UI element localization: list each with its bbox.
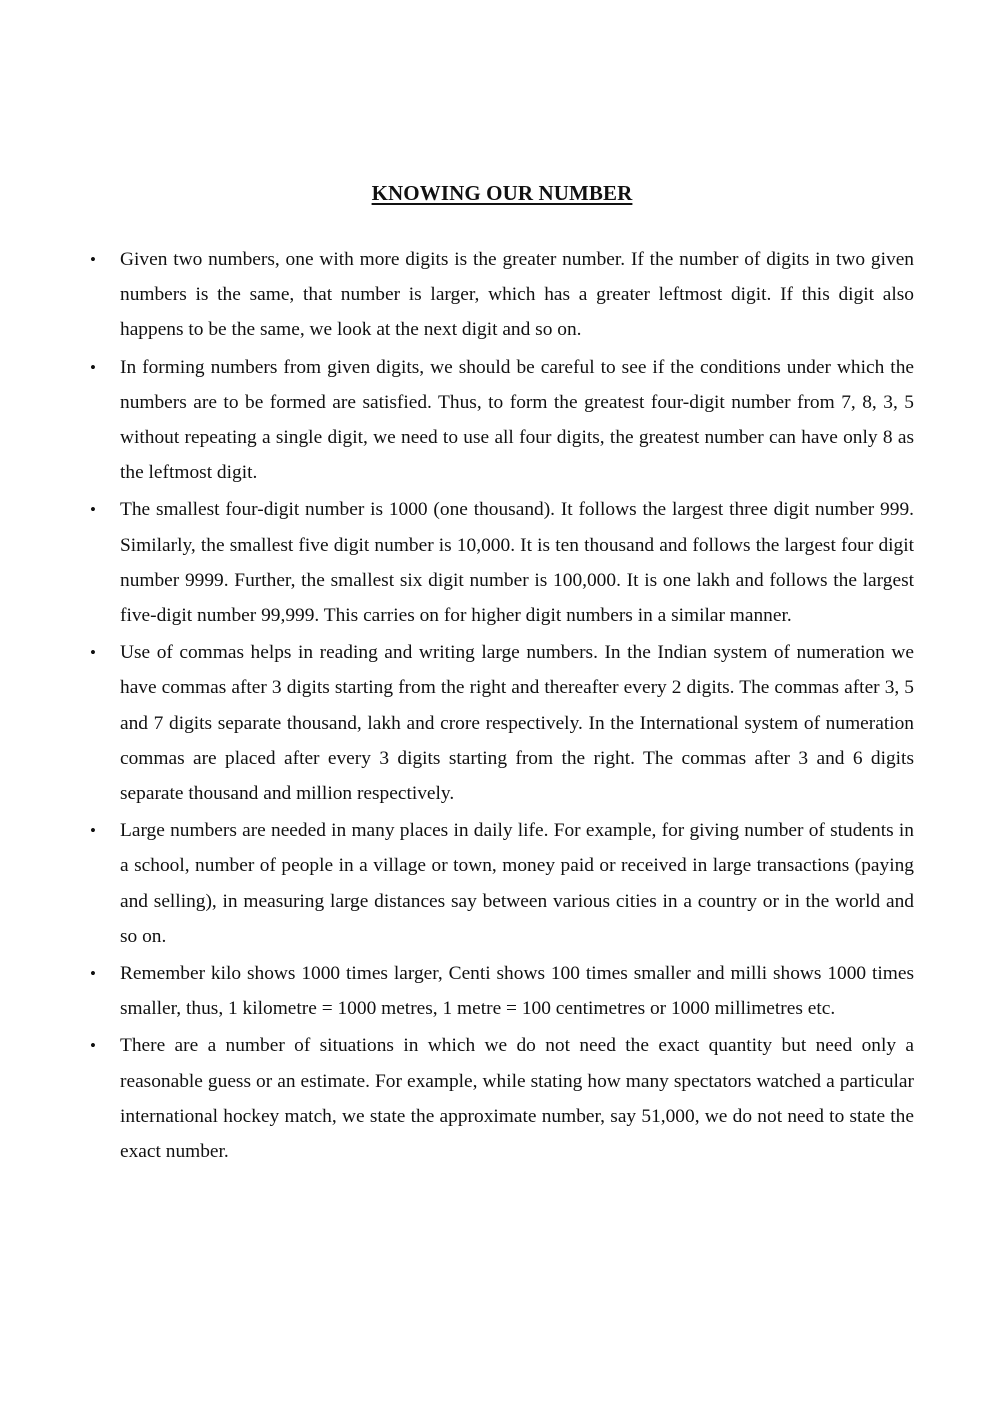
list-item [86, 1028, 914, 1169]
bullet-icon: • [90, 357, 96, 377]
list-item-text: There are a number of situations in which we do not need the exact quantity but need only a reasonable guess or an estimate. For example, while stating how many spectators watched a particular international hockey match, we state the approximate number, say 51,000, we do not need to state the exact number. [120, 1035, 914, 1163]
page-title: KNOWING OUR NUMBER [371, 181, 633, 205]
list-item-text: Large numbers are needed in many places in daily life. For example, for giving number of students in a school, number of people in a village or town, money paid or received in large transactions (paying and selling), in measuring large distances say between various cities in a country or in the world and so on. [120, 820, 914, 947]
list-item [86, 956, 914, 1026]
bullet-icon: • [90, 964, 96, 984]
bullet-list [86, 242, 914, 1171]
bullet-icon: • [90, 250, 96, 269]
bullet-icon: • [90, 500, 96, 520]
bullet-icon: • [90, 643, 96, 663]
bullet-icon: • [90, 1036, 96, 1056]
list-item-text: Use of commas helps in reading and writing large numbers. In the Indian system of numeration we have commas after 3 digits starting from the right and thereafter every 2 digits. The commas after 3, 5 and 7 digits separate thousand, lakh and crore respectively. In the International system of numeration commas are placed after every 3 digits starting from the right. The commas after 3 and 6 digits separate thousand and million respectively. [120, 642, 914, 805]
list-item-text: Given two numbers, one with more digits is the greater number. If the number of digits in two given numbers is the same, that number is larger, which has a greater leftmost digit. If this digit also happens to be the same, we look at the next digit and so on. [120, 249, 914, 341]
list-item-text: Remember kilo shows 1000 times larger, Centi shows 100 times smaller and milli shows 1000 times smaller, thus, 1 kilometre = 1000 metres, 1 metre = 100 centimetres or 1000 millimetres etc. [120, 963, 914, 1020]
list-item [86, 242, 914, 348]
list-item [86, 635, 914, 811]
list-item-text: The smallest four-digit number is 1000 (one thousand). It follows the largest three digit number 999. Similarly, the smallest five digit number is 10,000. It is ten thousand and follows the largest four digit number 9999. Further, the smallest six digit number is 100,000. It is one lakh and follows the largest five-digit number 99,999. This carries on for higher digit numbers in a similar manner. [120, 499, 914, 627]
list-item [86, 350, 914, 491]
bullet-icon: • [90, 821, 96, 841]
list-item [86, 492, 914, 633]
list-item-text: In forming numbers from given digits, we should be careful to see if the conditions under which the numbers are to be formed are satisfied. Thus, to form the greatest four-digit number from 7, 8, 3, 5 without repeating a single digit, we need to use all four digits, the greatest number can have only 8 as the leftmost digit. [120, 356, 914, 484]
list-item [86, 813, 914, 954]
